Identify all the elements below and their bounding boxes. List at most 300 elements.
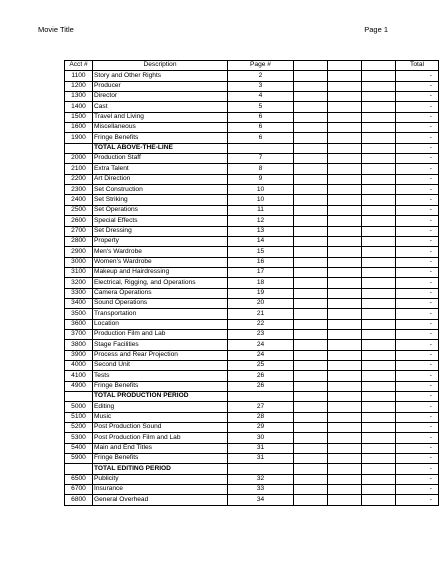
table-row <box>65 371 439 381</box>
blank-cell <box>294 133 328 143</box>
total-cell: - <box>396 288 439 298</box>
table-row <box>65 309 439 319</box>
total-cell: - <box>396 185 439 195</box>
blank-cell <box>362 92 396 102</box>
blank-cell <box>294 174 328 184</box>
page-cell: 22 <box>228 319 294 329</box>
acct-cell <box>65 464 93 474</box>
page-cell: 24 <box>228 350 294 360</box>
blank-cell <box>294 205 328 215</box>
page-cell: 6 <box>228 123 294 133</box>
description-cell: Extra Talent <box>93 164 228 174</box>
blank-cell <box>294 257 328 267</box>
blank-cell <box>362 216 396 226</box>
table-row <box>65 454 439 464</box>
page-cell: 2 <box>228 71 294 81</box>
total-cell: - <box>396 257 439 267</box>
total-cell: - <box>396 329 439 339</box>
page-cell: 10 <box>228 195 294 205</box>
blank-cell <box>328 433 362 443</box>
page-cell: 28 <box>228 412 294 422</box>
acct-cell: 5000 <box>65 402 93 412</box>
description-cell: Insurance <box>93 485 228 495</box>
acct-cell: 5200 <box>65 423 93 433</box>
blank-cell <box>362 247 396 257</box>
total-cell: - <box>396 267 439 277</box>
total-cell: - <box>396 81 439 91</box>
description-cell: TOTAL PRODUCTION PERIOD <box>93 392 228 402</box>
total-cell: - <box>396 454 439 464</box>
column-header-blank-3 <box>362 61 396 71</box>
total-cell: - <box>396 495 439 505</box>
page-cell: 6 <box>228 112 294 122</box>
blank-cell <box>328 288 362 298</box>
blank-cell <box>294 288 328 298</box>
acct-cell: 5100 <box>65 412 93 422</box>
total-cell: - <box>396 236 439 246</box>
page-cell: 27 <box>228 402 294 412</box>
description-cell: Main and End Titles <box>93 443 228 453</box>
table-row <box>65 257 439 267</box>
blank-cell <box>328 267 362 277</box>
table-row <box>65 236 439 246</box>
subtotal-row <box>65 392 439 402</box>
description-cell: Cast <box>93 102 228 112</box>
blank-cell <box>294 485 328 495</box>
description-cell: Second Unit <box>93 360 228 370</box>
blank-cell <box>328 92 362 102</box>
budget-table <box>64 60 439 506</box>
acct-cell: 3600 <box>65 319 93 329</box>
blank-cell <box>362 112 396 122</box>
table-row <box>65 164 439 174</box>
blank-cell <box>294 350 328 360</box>
page-cell: 9 <box>228 174 294 184</box>
blank-cell <box>362 133 396 143</box>
table-header-row <box>65 61 439 71</box>
description-cell: General Overhead <box>93 495 228 505</box>
description-cell: Miscellaneous <box>93 123 228 133</box>
blank-cell <box>362 392 396 402</box>
blank-cell <box>362 443 396 453</box>
blank-cell <box>294 71 328 81</box>
blank-cell <box>362 495 396 505</box>
blank-cell <box>328 102 362 112</box>
acct-cell: 3700 <box>65 329 93 339</box>
table-row <box>65 205 439 215</box>
table-row <box>65 474 439 484</box>
total-cell: - <box>396 112 439 122</box>
blank-cell <box>362 174 396 184</box>
acct-cell: 2000 <box>65 154 93 164</box>
page-cell: 4 <box>228 92 294 102</box>
page-cell <box>228 143 294 153</box>
description-cell: Producer <box>93 81 228 91</box>
total-cell: - <box>396 360 439 370</box>
blank-cell <box>294 464 328 474</box>
total-cell: - <box>396 164 439 174</box>
total-cell: - <box>396 309 439 319</box>
total-cell: - <box>396 226 439 236</box>
total-cell: - <box>396 71 439 81</box>
total-cell: - <box>396 433 439 443</box>
blank-cell <box>294 433 328 443</box>
page-cell: 8 <box>228 164 294 174</box>
total-cell: - <box>396 298 439 308</box>
table-row <box>65 123 439 133</box>
description-cell: Music <box>93 412 228 422</box>
table-row <box>65 71 439 81</box>
acct-cell: 1400 <box>65 102 93 112</box>
page-cell <box>228 464 294 474</box>
acct-cell: 4100 <box>65 371 93 381</box>
blank-cell <box>294 423 328 433</box>
blank-cell <box>294 360 328 370</box>
blank-cell <box>328 123 362 133</box>
blank-cell <box>294 216 328 226</box>
table-row <box>65 174 439 184</box>
description-cell: Production Film and Lab <box>93 329 228 339</box>
blank-cell <box>362 464 396 474</box>
total-cell: - <box>396 443 439 453</box>
blank-cell <box>294 443 328 453</box>
table-row <box>65 360 439 370</box>
blank-cell <box>328 392 362 402</box>
page-number: Page 1 <box>364 25 388 34</box>
total-cell: - <box>396 216 439 226</box>
total-cell: - <box>396 195 439 205</box>
blank-cell <box>362 267 396 277</box>
total-cell: - <box>396 392 439 402</box>
blank-cell <box>362 309 396 319</box>
page-cell: 23 <box>228 329 294 339</box>
blank-cell <box>328 174 362 184</box>
table-row <box>65 298 439 308</box>
blank-cell <box>328 247 362 257</box>
description-cell: Set Dressing <box>93 226 228 236</box>
total-cell: - <box>396 371 439 381</box>
table-row <box>65 381 439 391</box>
blank-cell <box>328 319 362 329</box>
acct-cell: 3500 <box>65 309 93 319</box>
description-cell: Sound Operations <box>93 298 228 308</box>
page-cell: 25 <box>228 360 294 370</box>
blank-cell <box>294 236 328 246</box>
acct-cell: 1900 <box>65 133 93 143</box>
table-row <box>65 92 439 102</box>
table-row <box>65 81 439 91</box>
acct-cell: 4900 <box>65 381 93 391</box>
total-cell: - <box>396 205 439 215</box>
blank-cell <box>294 392 328 402</box>
blank-cell <box>328 205 362 215</box>
blank-cell <box>294 371 328 381</box>
description-cell: TOTAL ABOVE-THE-LINE <box>93 143 228 153</box>
total-cell: - <box>396 92 439 102</box>
blank-cell <box>328 423 362 433</box>
page-cell: 15 <box>228 247 294 257</box>
page-cell: 33 <box>228 485 294 495</box>
blank-cell <box>328 464 362 474</box>
blank-cell <box>362 360 396 370</box>
blank-cell <box>294 278 328 288</box>
blank-cell <box>294 309 328 319</box>
acct-cell: 2200 <box>65 174 93 184</box>
page-cell: 11 <box>228 205 294 215</box>
acct-cell: 2300 <box>65 185 93 195</box>
blank-cell <box>294 123 328 133</box>
description-cell: Set Operations <box>93 205 228 215</box>
page-cell: 31 <box>228 443 294 453</box>
blank-cell <box>362 71 396 81</box>
acct-cell: 1100 <box>65 71 93 81</box>
page-cell: 19 <box>228 288 294 298</box>
acct-cell: 2500 <box>65 205 93 215</box>
acct-cell: 2800 <box>65 236 93 246</box>
blank-cell <box>294 112 328 122</box>
blank-cell <box>362 412 396 422</box>
acct-cell: 6700 <box>65 485 93 495</box>
blank-cell <box>294 340 328 350</box>
table-row <box>65 226 439 236</box>
blank-cell <box>362 226 396 236</box>
blank-cell <box>294 329 328 339</box>
table-row <box>65 133 439 143</box>
total-cell: - <box>396 340 439 350</box>
page-cell: 7 <box>228 154 294 164</box>
blank-cell <box>328 495 362 505</box>
blank-cell <box>362 319 396 329</box>
acct-cell: 6800 <box>65 495 93 505</box>
page-cell: 13 <box>228 226 294 236</box>
blank-cell <box>294 495 328 505</box>
blank-cell <box>294 402 328 412</box>
table-row <box>65 423 439 433</box>
page-cell: 17 <box>228 267 294 277</box>
blank-cell <box>328 485 362 495</box>
acct-cell: 2900 <box>65 247 93 257</box>
blank-cell <box>362 164 396 174</box>
table-row <box>65 412 439 422</box>
blank-cell <box>362 298 396 308</box>
blank-cell <box>362 371 396 381</box>
page-cell: 30 <box>228 433 294 443</box>
blank-cell <box>294 226 328 236</box>
blank-cell <box>294 154 328 164</box>
blank-cell <box>328 402 362 412</box>
description-cell: Stage Facilities <box>93 340 228 350</box>
acct-cell: 2600 <box>65 216 93 226</box>
description-cell: Travel and Living <box>93 112 228 122</box>
blank-cell <box>362 340 396 350</box>
page-cell: 18 <box>228 278 294 288</box>
column-header-acct: Acct # <box>65 61 93 71</box>
table-row <box>65 278 439 288</box>
blank-cell <box>328 443 362 453</box>
acct-cell: 5400 <box>65 443 93 453</box>
blank-cell <box>328 81 362 91</box>
page-cell: 12 <box>228 216 294 226</box>
acct-cell: 5300 <box>65 433 93 443</box>
blank-cell <box>294 247 328 257</box>
description-cell: Men's Wardrobe <box>93 247 228 257</box>
blank-cell <box>294 454 328 464</box>
blank-cell <box>362 402 396 412</box>
blank-cell <box>294 143 328 153</box>
description-cell: Location <box>93 319 228 329</box>
total-cell: - <box>396 485 439 495</box>
acct-cell <box>65 392 93 402</box>
acct-cell: 3300 <box>65 288 93 298</box>
blank-cell <box>328 236 362 246</box>
acct-cell: 1200 <box>65 81 93 91</box>
acct-cell: 1600 <box>65 123 93 133</box>
total-cell: - <box>396 247 439 257</box>
description-cell: Process and Rear Projection <box>93 350 228 360</box>
table-row <box>65 402 439 412</box>
acct-cell <box>65 143 93 153</box>
page-cell: 24 <box>228 340 294 350</box>
blank-cell <box>328 112 362 122</box>
table-row <box>65 216 439 226</box>
column-header-description: Description <box>93 61 228 71</box>
blank-cell <box>294 474 328 484</box>
description-cell: Fringe Benefits <box>93 454 228 464</box>
description-cell: TOTAL EDITING PERIOD <box>93 464 228 474</box>
description-cell: Production Staff <box>93 154 228 164</box>
table-row <box>65 102 439 112</box>
description-cell: Fringe Benefits <box>93 133 228 143</box>
page-cell: 26 <box>228 371 294 381</box>
blank-cell <box>328 185 362 195</box>
acct-cell: 3800 <box>65 340 93 350</box>
total-cell: - <box>396 402 439 412</box>
description-cell: Post Production Film and Lab <box>93 433 228 443</box>
description-cell: Set Striking <box>93 195 228 205</box>
total-cell: - <box>396 154 439 164</box>
blank-cell <box>328 309 362 319</box>
acct-cell: 6500 <box>65 474 93 484</box>
blank-cell <box>294 102 328 112</box>
blank-cell <box>362 143 396 153</box>
acct-cell: 2400 <box>65 195 93 205</box>
table-row <box>65 340 439 350</box>
blank-cell <box>328 133 362 143</box>
acct-cell: 3900 <box>65 350 93 360</box>
table-row <box>65 247 439 257</box>
table-row <box>65 185 439 195</box>
table-row <box>65 350 439 360</box>
page-cell: 20 <box>228 298 294 308</box>
blank-cell <box>362 288 396 298</box>
blank-cell <box>294 185 328 195</box>
blank-cell <box>294 81 328 91</box>
table-row <box>65 154 439 164</box>
blank-cell <box>294 164 328 174</box>
table-row <box>65 443 439 453</box>
description-cell: Electrical, Rigging, and Operations <box>93 278 228 288</box>
blank-cell <box>362 205 396 215</box>
description-cell: Set Construction <box>93 185 228 195</box>
blank-cell <box>328 143 362 153</box>
acct-cell: 3100 <box>65 267 93 277</box>
blank-cell <box>328 454 362 464</box>
acct-cell: 2700 <box>65 226 93 236</box>
description-cell: Special Effects <box>93 216 228 226</box>
blank-cell <box>328 71 362 81</box>
blank-cell <box>328 257 362 267</box>
acct-cell: 1500 <box>65 112 93 122</box>
blank-cell <box>328 278 362 288</box>
acct-cell: 3200 <box>65 278 93 288</box>
blank-cell <box>328 216 362 226</box>
blank-cell <box>294 381 328 391</box>
total-cell: - <box>396 143 439 153</box>
total-cell: - <box>396 278 439 288</box>
blank-cell <box>362 236 396 246</box>
description-cell: Women's Wardrobe <box>93 257 228 267</box>
description-cell: Story and Other Rights <box>93 71 228 81</box>
description-cell: Editing <box>93 402 228 412</box>
blank-cell <box>294 267 328 277</box>
total-cell: - <box>396 474 439 484</box>
blank-cell <box>328 154 362 164</box>
blank-cell <box>362 81 396 91</box>
blank-cell <box>362 154 396 164</box>
blank-cell <box>328 360 362 370</box>
page-cell: 6 <box>228 133 294 143</box>
table-row <box>65 195 439 205</box>
subtotal-row <box>65 143 439 153</box>
subtotal-row <box>65 464 439 474</box>
table-row <box>65 267 439 277</box>
acct-cell: 4000 <box>65 360 93 370</box>
blank-cell <box>362 102 396 112</box>
blank-cell <box>328 226 362 236</box>
total-cell: - <box>396 412 439 422</box>
table-row <box>65 112 439 122</box>
page-cell <box>228 392 294 402</box>
blank-cell <box>294 195 328 205</box>
blank-cell <box>328 371 362 381</box>
description-cell: Property <box>93 236 228 246</box>
description-cell: Director <box>93 92 228 102</box>
column-header-total: Total <box>396 61 439 71</box>
blank-cell <box>362 423 396 433</box>
page-cell: 26 <box>228 381 294 391</box>
blank-cell <box>328 412 362 422</box>
blank-cell <box>328 474 362 484</box>
blank-cell <box>362 123 396 133</box>
blank-cell <box>362 195 396 205</box>
total-cell: - <box>396 174 439 184</box>
blank-cell <box>362 381 396 391</box>
acct-cell: 3400 <box>65 298 93 308</box>
page-cell: 34 <box>228 495 294 505</box>
page-cell: 5 <box>228 102 294 112</box>
blank-cell <box>362 485 396 495</box>
table-row <box>65 495 439 505</box>
page-cell: 31 <box>228 454 294 464</box>
blank-cell <box>362 350 396 360</box>
blank-cell <box>328 329 362 339</box>
description-cell: Fringe Benefits <box>93 381 228 391</box>
blank-cell <box>362 278 396 288</box>
acct-cell: 2100 <box>65 164 93 174</box>
blank-cell <box>328 350 362 360</box>
table-row <box>65 485 439 495</box>
blank-cell <box>294 298 328 308</box>
